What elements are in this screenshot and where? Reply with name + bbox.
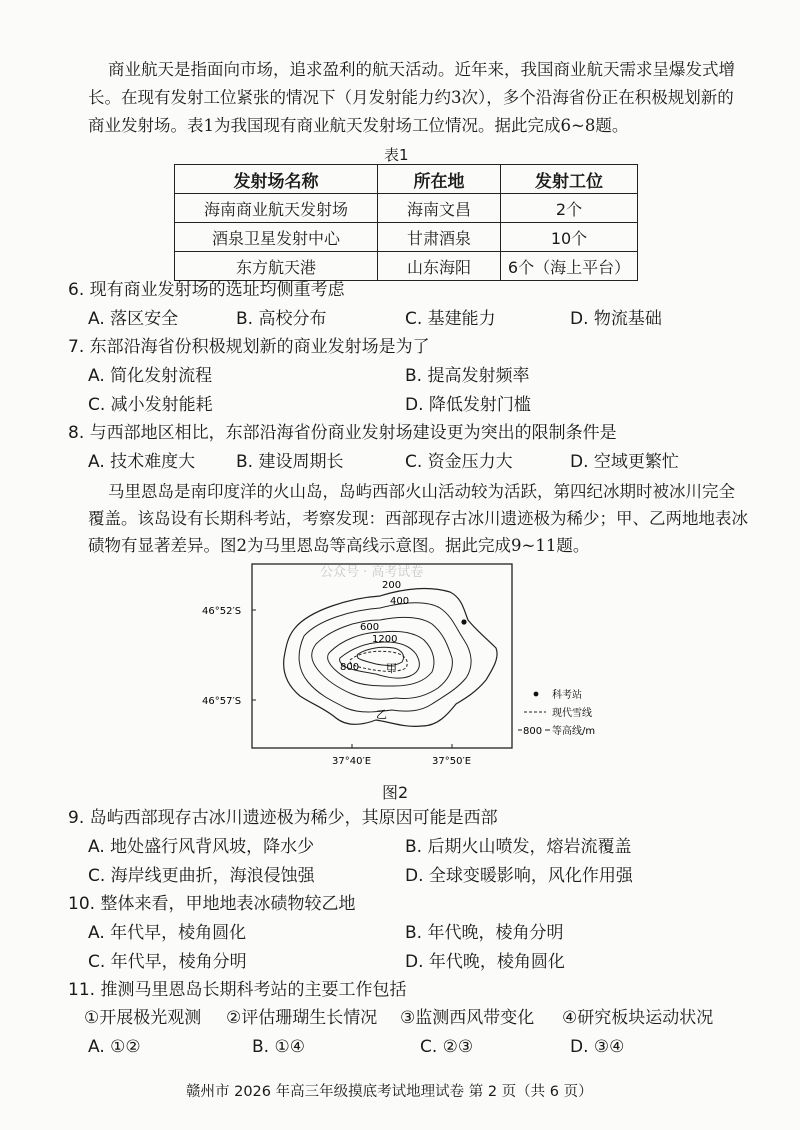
table-cell: 东方航天港 bbox=[175, 252, 378, 281]
question-11-stem: 11. 推测马里恩岛长期科考站的主要工作包括 bbox=[68, 980, 407, 1000]
question-9-stem: 9. 岛屿西部现存古冰川遗迹极为稀少，其原因可能是西部 bbox=[68, 808, 498, 828]
legend-station-label: 科考站 bbox=[552, 690, 582, 701]
q10-option-b: B. 年代晚，棱角分明 bbox=[405, 923, 564, 943]
q10-option-d: D. 年代晚，棱角圆化 bbox=[405, 952, 565, 972]
q11-item-3: ③监测西风带变化 bbox=[400, 1008, 535, 1028]
contour-label-800: 800 bbox=[340, 662, 360, 673]
q11-option-c: C. ②③ bbox=[420, 1037, 474, 1057]
intro2-line2: 覆盖。该岛设有长期科考站，考察发现：西部现存古冰川遗迹极为稀少；甲、乙两地地表冰 bbox=[88, 509, 748, 528]
q7-option-c: C. 减小发射能耗 bbox=[88, 395, 213, 415]
table-header-row bbox=[175, 165, 638, 194]
table-row bbox=[175, 252, 638, 281]
intro2-line1: 马里恩岛是南印度洋的火山岛，岛屿西部火山活动较为活跃，第四纪冰期时被冰川完全 bbox=[108, 482, 735, 501]
q6-option-d: D. 物流基础 bbox=[570, 309, 662, 329]
table-caption: 表1 bbox=[384, 146, 409, 164]
launch-site-table bbox=[174, 164, 638, 281]
q6-option-b: B. 高校分布 bbox=[236, 309, 327, 329]
intro1-line1: 商业航天是指面向市场，追求盈利的航天活动。近年来，我国商业航天需求呈爆发式增 bbox=[108, 60, 735, 79]
question-8-stem: 8. 与西部地区相比，东部沿海省份商业发射场建设更为突出的限制条件是 bbox=[68, 423, 617, 443]
legend-contour-label: 等高线/m bbox=[552, 726, 596, 737]
q7-option-a: A. 简化发射流程 bbox=[88, 366, 213, 386]
q11-option-b: B. ①④ bbox=[252, 1037, 305, 1057]
table-cell: 酒泉卫星发射中心 bbox=[175, 223, 378, 252]
contour-label-400: 400 bbox=[390, 596, 410, 607]
legend-station-icon bbox=[534, 692, 539, 697]
question-10-stem: 10. 整体来看，甲地地表冰碛物较乙地 bbox=[68, 894, 356, 914]
contour-line-400 bbox=[312, 617, 453, 699]
table-cell: 山东海阳 bbox=[378, 252, 501, 281]
contour-label-200: 200 bbox=[382, 580, 402, 591]
legend-snowline-label: 现代雪线 bbox=[552, 708, 592, 719]
legend-contour-value: 800 bbox=[523, 726, 543, 737]
q9-option-c: C. 海岸线更曲折，海浪侵蚀强 bbox=[88, 866, 315, 886]
q9-option-d: D. 全球变暖影响，风化作用强 bbox=[405, 866, 633, 886]
figure-caption: 图2 bbox=[382, 783, 409, 802]
q8-option-b: B. 建设周期长 bbox=[236, 452, 344, 472]
lon-label-right: 37°50′E bbox=[432, 756, 472, 767]
place-jia-label: 甲 bbox=[386, 662, 397, 675]
q9-option-a: A. 地处盛行风背风坡，降水少 bbox=[88, 837, 315, 857]
contour-map-figure bbox=[200, 558, 620, 778]
research-station-marker bbox=[461, 619, 466, 624]
table-cell: 2个 bbox=[501, 194, 638, 223]
table-header-cell: 所在地 bbox=[378, 165, 501, 194]
place-yi-label: 乙 bbox=[376, 708, 387, 721]
q8-option-d: D. 空域更繁忙 bbox=[570, 452, 679, 472]
table-cell: 10个 bbox=[501, 223, 638, 252]
table-header-cell: 发射场名称 bbox=[175, 165, 378, 194]
q7-option-d: D. 降低发射门槛 bbox=[405, 395, 531, 415]
intro1-line2: 长。在现有发射工位紧张的情况下（月发射能力约3次），多个沿海省份正在积极规划新的 bbox=[88, 88, 734, 107]
watermark: 公众号 · 高考试卷 bbox=[320, 565, 424, 580]
lon-label-left: 37°40′E bbox=[332, 756, 372, 767]
table-cell: 海南文昌 bbox=[378, 194, 501, 223]
table-row bbox=[175, 223, 638, 252]
lat-label-top: 46°52′S bbox=[202, 606, 242, 617]
question-6-stem: 6. 现有商业发射场的选址均侧重考虑 bbox=[68, 280, 345, 300]
q10-option-a: A. 年代早，棱角圆化 bbox=[88, 923, 247, 943]
q6-option-c: C. 基建能力 bbox=[405, 309, 496, 329]
table-cell: 甘肃酒泉 bbox=[378, 223, 501, 252]
intro-paragraph-1 bbox=[108, 56, 768, 83]
q8-option-a: A. 技术难度大 bbox=[88, 452, 196, 472]
question-7-stem: 7. 东部沿海省份积极规划新的商业发射场是为了 bbox=[68, 337, 430, 357]
intro2-line3: 碛物有显著差异。图2为马里恩岛等高线示意图。据此完成9~11题。 bbox=[88, 536, 590, 555]
page-footer: 赣州市 2026 年高三年级摸底考试地理试卷 第 2 页（共 6 页） bbox=[186, 1084, 593, 1100]
intro1-line3: 商业发射场。表1为我国现有商业航天发射场工位情况。据此完成6~8题。 bbox=[88, 116, 629, 135]
q11-option-d: D. ③④ bbox=[570, 1037, 625, 1057]
intro1-line2-wrap bbox=[88, 84, 768, 111]
table-row bbox=[175, 194, 638, 223]
table-header-cell: 发射工位 bbox=[501, 165, 638, 194]
coastline bbox=[284, 589, 497, 727]
contour-label-1200: 1200 bbox=[372, 634, 398, 645]
intro1-line3-wrap bbox=[88, 112, 768, 139]
q11-item-1: ①开展极光观测 bbox=[84, 1008, 202, 1028]
q8-option-c: C. 资金压力大 bbox=[405, 452, 513, 472]
table-cell: 6个（海上平台） bbox=[501, 252, 638, 281]
q11-item-2: ②评估珊瑚生长情况 bbox=[226, 1008, 378, 1028]
q11-option-a: A. ①② bbox=[88, 1037, 141, 1057]
q6-option-a: A. 落区安全 bbox=[88, 309, 179, 329]
q7-option-b: B. 提高发射频率 bbox=[405, 366, 530, 386]
lat-label-bottom: 46°57′S bbox=[202, 696, 242, 707]
contour-label-600: 600 bbox=[360, 622, 380, 633]
table-cell: 海南商业航天发射场 bbox=[175, 194, 378, 223]
q11-item-4: ④研究板块运动状况 bbox=[562, 1008, 714, 1028]
q9-option-b: B. 后期火山喷发，熔岩流覆盖 bbox=[405, 837, 632, 857]
q10-option-c: C. 年代早，棱角分明 bbox=[88, 952, 247, 972]
